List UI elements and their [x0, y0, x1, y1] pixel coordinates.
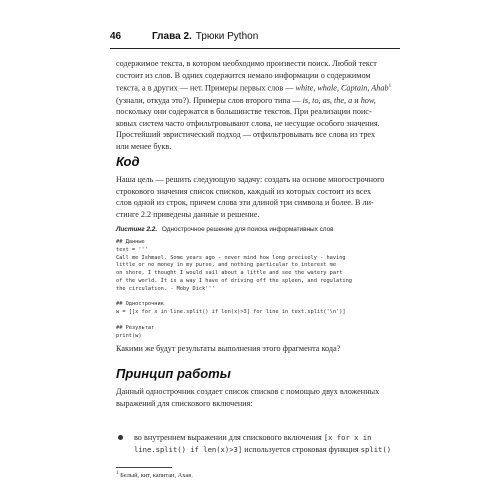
footnote — [116, 471, 402, 479]
text-line: line.split() if len(x)>3] используется строковая функция split() — [134, 445, 392, 454]
footnote-rule — [116, 467, 172, 468]
header-rule — [110, 48, 400, 49]
text-line: Наша цель — решить следующую задачу: создать на основе многострочного — [116, 175, 385, 184]
code-line: the circulation. - Moby Dick''' — [116, 285, 215, 292]
listing-caption — [116, 226, 402, 233]
code-line: ## Данные — [116, 239, 145, 245]
text-line: строкового значения список списков, каждый из которых состоит из всех — [116, 186, 372, 196]
question-paragraph — [116, 343, 402, 355]
code-line: ## Однострочник — [116, 301, 164, 308]
text-line: поскольку они содержатся в большинстве текстов. При реализации поис- — [116, 107, 372, 117]
text-line: во внутреннем выражении для спискового включения [x for x in — [134, 433, 372, 442]
code-line: text = ''' — [116, 246, 148, 253]
text-line: Простейший эвристический подход — отфильтровывать все слова из трех — [116, 130, 376, 140]
chapter-topic: Трюки Python — [195, 30, 259, 42]
code-listing — [116, 239, 402, 340]
text-line: стинге 2.2 приведены данные и решение. — [116, 209, 260, 219]
page-number: 46 — [110, 30, 122, 42]
text-line: слов одной из строк, причем слова эти длиной три символа и более. В ли- — [116, 198, 374, 208]
listing-number: Листинг 2.2. — [116, 226, 158, 233]
principle-paragraph — [116, 386, 402, 409]
intro-paragraph — [116, 58, 402, 152]
text-line: текста, а в других — нет. Примеры первых слов — white, whale, Captain, Ahab$^1$ — [116, 83, 392, 93]
code-line: ## Результат — [116, 324, 155, 331]
code-line: w = [[x for x in line.split() if len(x)>3] for line in text.split('\n')] — [116, 309, 346, 316]
code-line: little or no money in my purse, and nothing particular to interest me — [116, 262, 337, 269]
code-line: print(w) — [116, 332, 142, 339]
text-line: (узнали, откуда это?). Примеры слов второго типа — is, to, as, the, a и how, — [116, 95, 376, 105]
text-line: содержимое текста, в котором необходимо произвести поиск. Любой текст — [116, 59, 377, 68]
listing-title: Однострочное решение для поиска информативных слов — [161, 226, 334, 233]
code-line: on shore, I thought I would sail about a little and see the watery part — [116, 270, 343, 277]
code-line — [116, 294, 402, 302]
chapter-label: Глава 2. — [152, 30, 192, 42]
text-line: Данный однострочник создает список списков с помощью двух вложенных — [116, 387, 380, 396]
code-line: of the world. It is a way I have of driving off the spleen, and regulating — [116, 277, 352, 284]
footnote-text: Белый, кит, капитан, Ахав. — [120, 472, 193, 480]
footnote-ref: 1 — [388, 84, 392, 90]
code-line: Call me Ishmael. Some years ago - never mind how long precisely - having — [116, 254, 346, 261]
text-line: Какими же будут результаты выполнения этого фрагмента кода? — [116, 344, 341, 353]
section-heading-principle: Принцип работы — [116, 366, 231, 381]
code-line — [116, 317, 402, 325]
text-line: состоит из слов. В одних содержится немало информации о содержимом — [116, 70, 371, 80]
running-header — [110, 28, 400, 44]
code-section-paragraph — [116, 174, 402, 220]
text-line: или менее букв. — [116, 141, 172, 151]
section-heading-code: Код — [116, 154, 140, 169]
text-line: выражений для спискового включения: — [116, 398, 253, 408]
bullet-marker-icon — [118, 435, 123, 440]
text-line: ковых систем часто отфильтровывают слова, не несущие особого значения. — [116, 118, 380, 128]
bullet-text — [134, 432, 404, 456]
footnote-marker: 1 — [116, 471, 119, 476]
